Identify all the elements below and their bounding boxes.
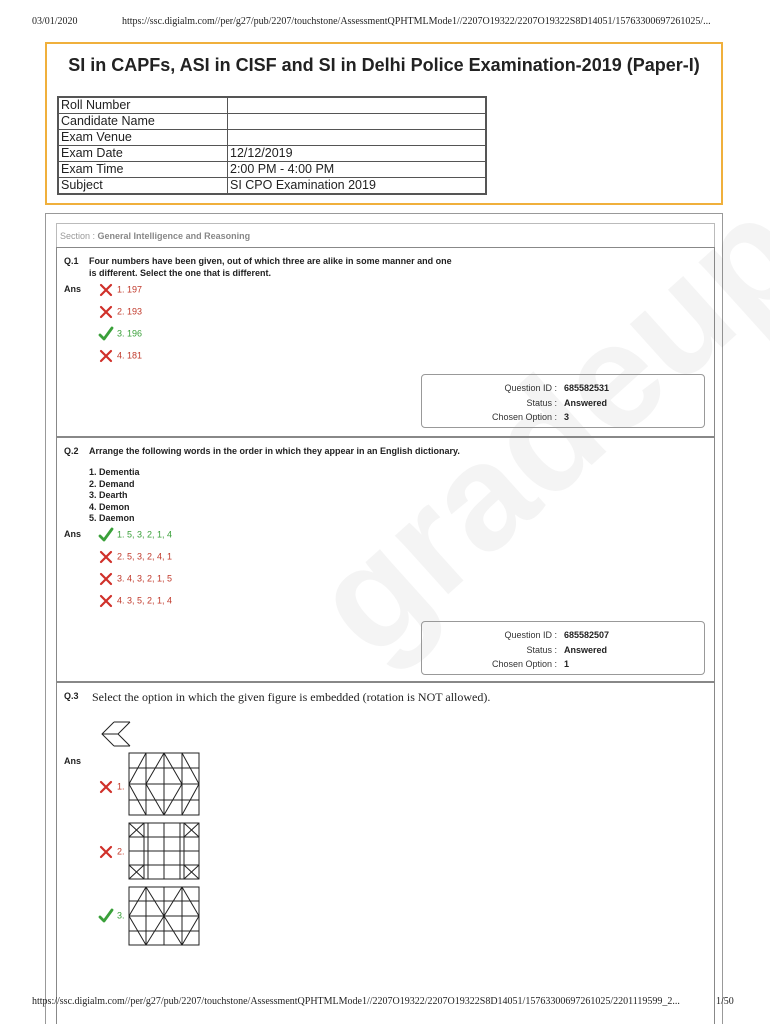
option-label: 4. 181 xyxy=(117,350,143,361)
info-row-exam-venue xyxy=(58,130,486,146)
info-label: Exam Date xyxy=(58,146,228,162)
check-icon xyxy=(98,908,114,924)
question-figure xyxy=(100,720,134,748)
info-value xyxy=(228,114,487,130)
option-label: 1. 197 xyxy=(117,284,143,295)
info-label: Exam Time xyxy=(58,162,228,178)
ans-label: Ans xyxy=(64,756,82,766)
cross-icon xyxy=(98,304,114,320)
cross-icon xyxy=(98,282,114,298)
option-label: 2. 193 xyxy=(117,306,143,317)
exam-title: SI in CAPFs, ASI in CISF and SI in Delhi Police Examination-2019 (Paper-I) xyxy=(68,55,700,75)
question-text-line: Four numbers have been given, out of which three are alike in some manner and one xyxy=(89,256,452,266)
word-item: 2. Demand xyxy=(89,478,135,489)
option-4 xyxy=(98,348,142,364)
option-label: 3. 196 xyxy=(117,328,143,339)
word-list xyxy=(89,467,140,525)
cross-icon xyxy=(98,593,114,609)
option-label: 2. 5, 3, 2, 4, 1 xyxy=(117,551,173,562)
info-value: SI CPO Examination 2019 xyxy=(228,178,487,195)
print-url: https://ssc.digialm.com//per/g27/pub/2207/touchstone/AssessmentQPHTMLMode1//2207O19322/2207O19322S8D14051/15763300697261025/... xyxy=(122,16,711,27)
cross-icon xyxy=(98,779,114,795)
section-name: General Intelligence and Reasoning xyxy=(97,231,251,241)
option-3 xyxy=(98,908,125,924)
section-title xyxy=(60,231,250,241)
info-value xyxy=(228,130,487,146)
info-row-roll-number xyxy=(58,97,486,114)
meta-label: Chosen Option : xyxy=(491,412,557,422)
status-value: Answered xyxy=(564,645,608,655)
question-number: Q.1 xyxy=(64,256,79,266)
meta-label: Chosen Option : xyxy=(491,659,557,669)
option-2 xyxy=(98,304,142,320)
option-4 xyxy=(98,593,172,609)
option-label: 3. 4, 3, 2, 1, 5 xyxy=(117,573,173,584)
question-text-line: is different. Select the one that is different. xyxy=(89,267,272,278)
print-footer-url: https://ssc.digialm.com//per/g27/pub/2207/touchstone/AssessmentQPHTMLMode1//2207O19322/2207O19322S8D14051/15763300697261025/2201119599_2... xyxy=(32,996,680,1007)
candidate-info-table xyxy=(57,96,487,195)
option-1-figure xyxy=(128,752,200,816)
option-label: 1. 5, 3, 2, 1, 4 xyxy=(117,529,173,540)
question-id: 685582507 xyxy=(564,630,610,640)
question-meta-box xyxy=(421,621,705,675)
info-label: Roll Number xyxy=(58,97,228,114)
print-date: 03/01/2020 xyxy=(32,16,78,27)
cross-icon xyxy=(98,348,114,364)
cross-icon xyxy=(98,549,114,565)
option-label: 3. xyxy=(117,910,125,921)
option-1 xyxy=(98,282,142,298)
chosen-option: 3 xyxy=(564,412,570,422)
info-label: Exam Venue xyxy=(58,130,228,146)
option-2 xyxy=(98,844,125,860)
meta-label: Status : xyxy=(526,398,557,408)
page-number: 1/50 xyxy=(716,996,734,1007)
exam-header-box xyxy=(45,42,723,205)
option-2-figure xyxy=(128,822,200,880)
question-number: Q.2 xyxy=(64,446,79,456)
question-number: Q.3 xyxy=(64,691,79,701)
word-item: 5. Daemon xyxy=(89,513,135,523)
option-1 xyxy=(98,527,172,543)
option-3 xyxy=(98,571,172,587)
ans-label: Ans xyxy=(64,529,82,539)
option-label: 1. xyxy=(117,781,125,792)
info-row-exam-date xyxy=(58,146,486,162)
check-icon xyxy=(98,326,114,342)
cross-icon xyxy=(98,844,114,860)
word-item: 4. Demon xyxy=(89,501,130,512)
word-item: 1. Dementia xyxy=(89,467,140,477)
question-text: Arrange the following words in the order in which they appear in an English dictionary. xyxy=(89,446,460,456)
section-prefix: Section : xyxy=(60,231,98,241)
word-item: 3. Dearth xyxy=(89,490,128,500)
question-id: 685582531 xyxy=(564,383,610,393)
check-icon xyxy=(98,527,114,543)
info-value: 12/12/2019 xyxy=(228,146,487,162)
chosen-option: 1 xyxy=(564,659,570,669)
cross-icon xyxy=(98,571,114,587)
question-meta-box xyxy=(421,374,705,428)
option-2 xyxy=(98,549,172,565)
option-1 xyxy=(98,779,125,795)
question-text: Select the option in which the given figure is embedded (rotation is NOT allowed). xyxy=(92,690,491,704)
question-text xyxy=(89,256,452,279)
option-label: 4. 3, 5, 2, 1, 4 xyxy=(117,595,173,606)
info-value: 2:00 PM - 4:00 PM xyxy=(228,162,487,178)
info-label: Subject xyxy=(58,178,228,195)
option-3-figure xyxy=(128,886,200,946)
ans-label: Ans xyxy=(64,284,82,294)
info-row-exam-time xyxy=(58,162,486,178)
info-label: Candidate Name xyxy=(58,114,228,130)
status-value: Answered xyxy=(564,398,608,408)
info-row-subject xyxy=(58,178,486,195)
meta-label: Status : xyxy=(526,645,557,655)
meta-label: Question ID : xyxy=(504,383,557,393)
option-3 xyxy=(98,326,142,342)
option-label: 2. xyxy=(117,846,125,857)
info-row-candidate-name xyxy=(58,114,486,130)
info-value xyxy=(228,97,487,114)
meta-label: Question ID : xyxy=(504,630,557,640)
